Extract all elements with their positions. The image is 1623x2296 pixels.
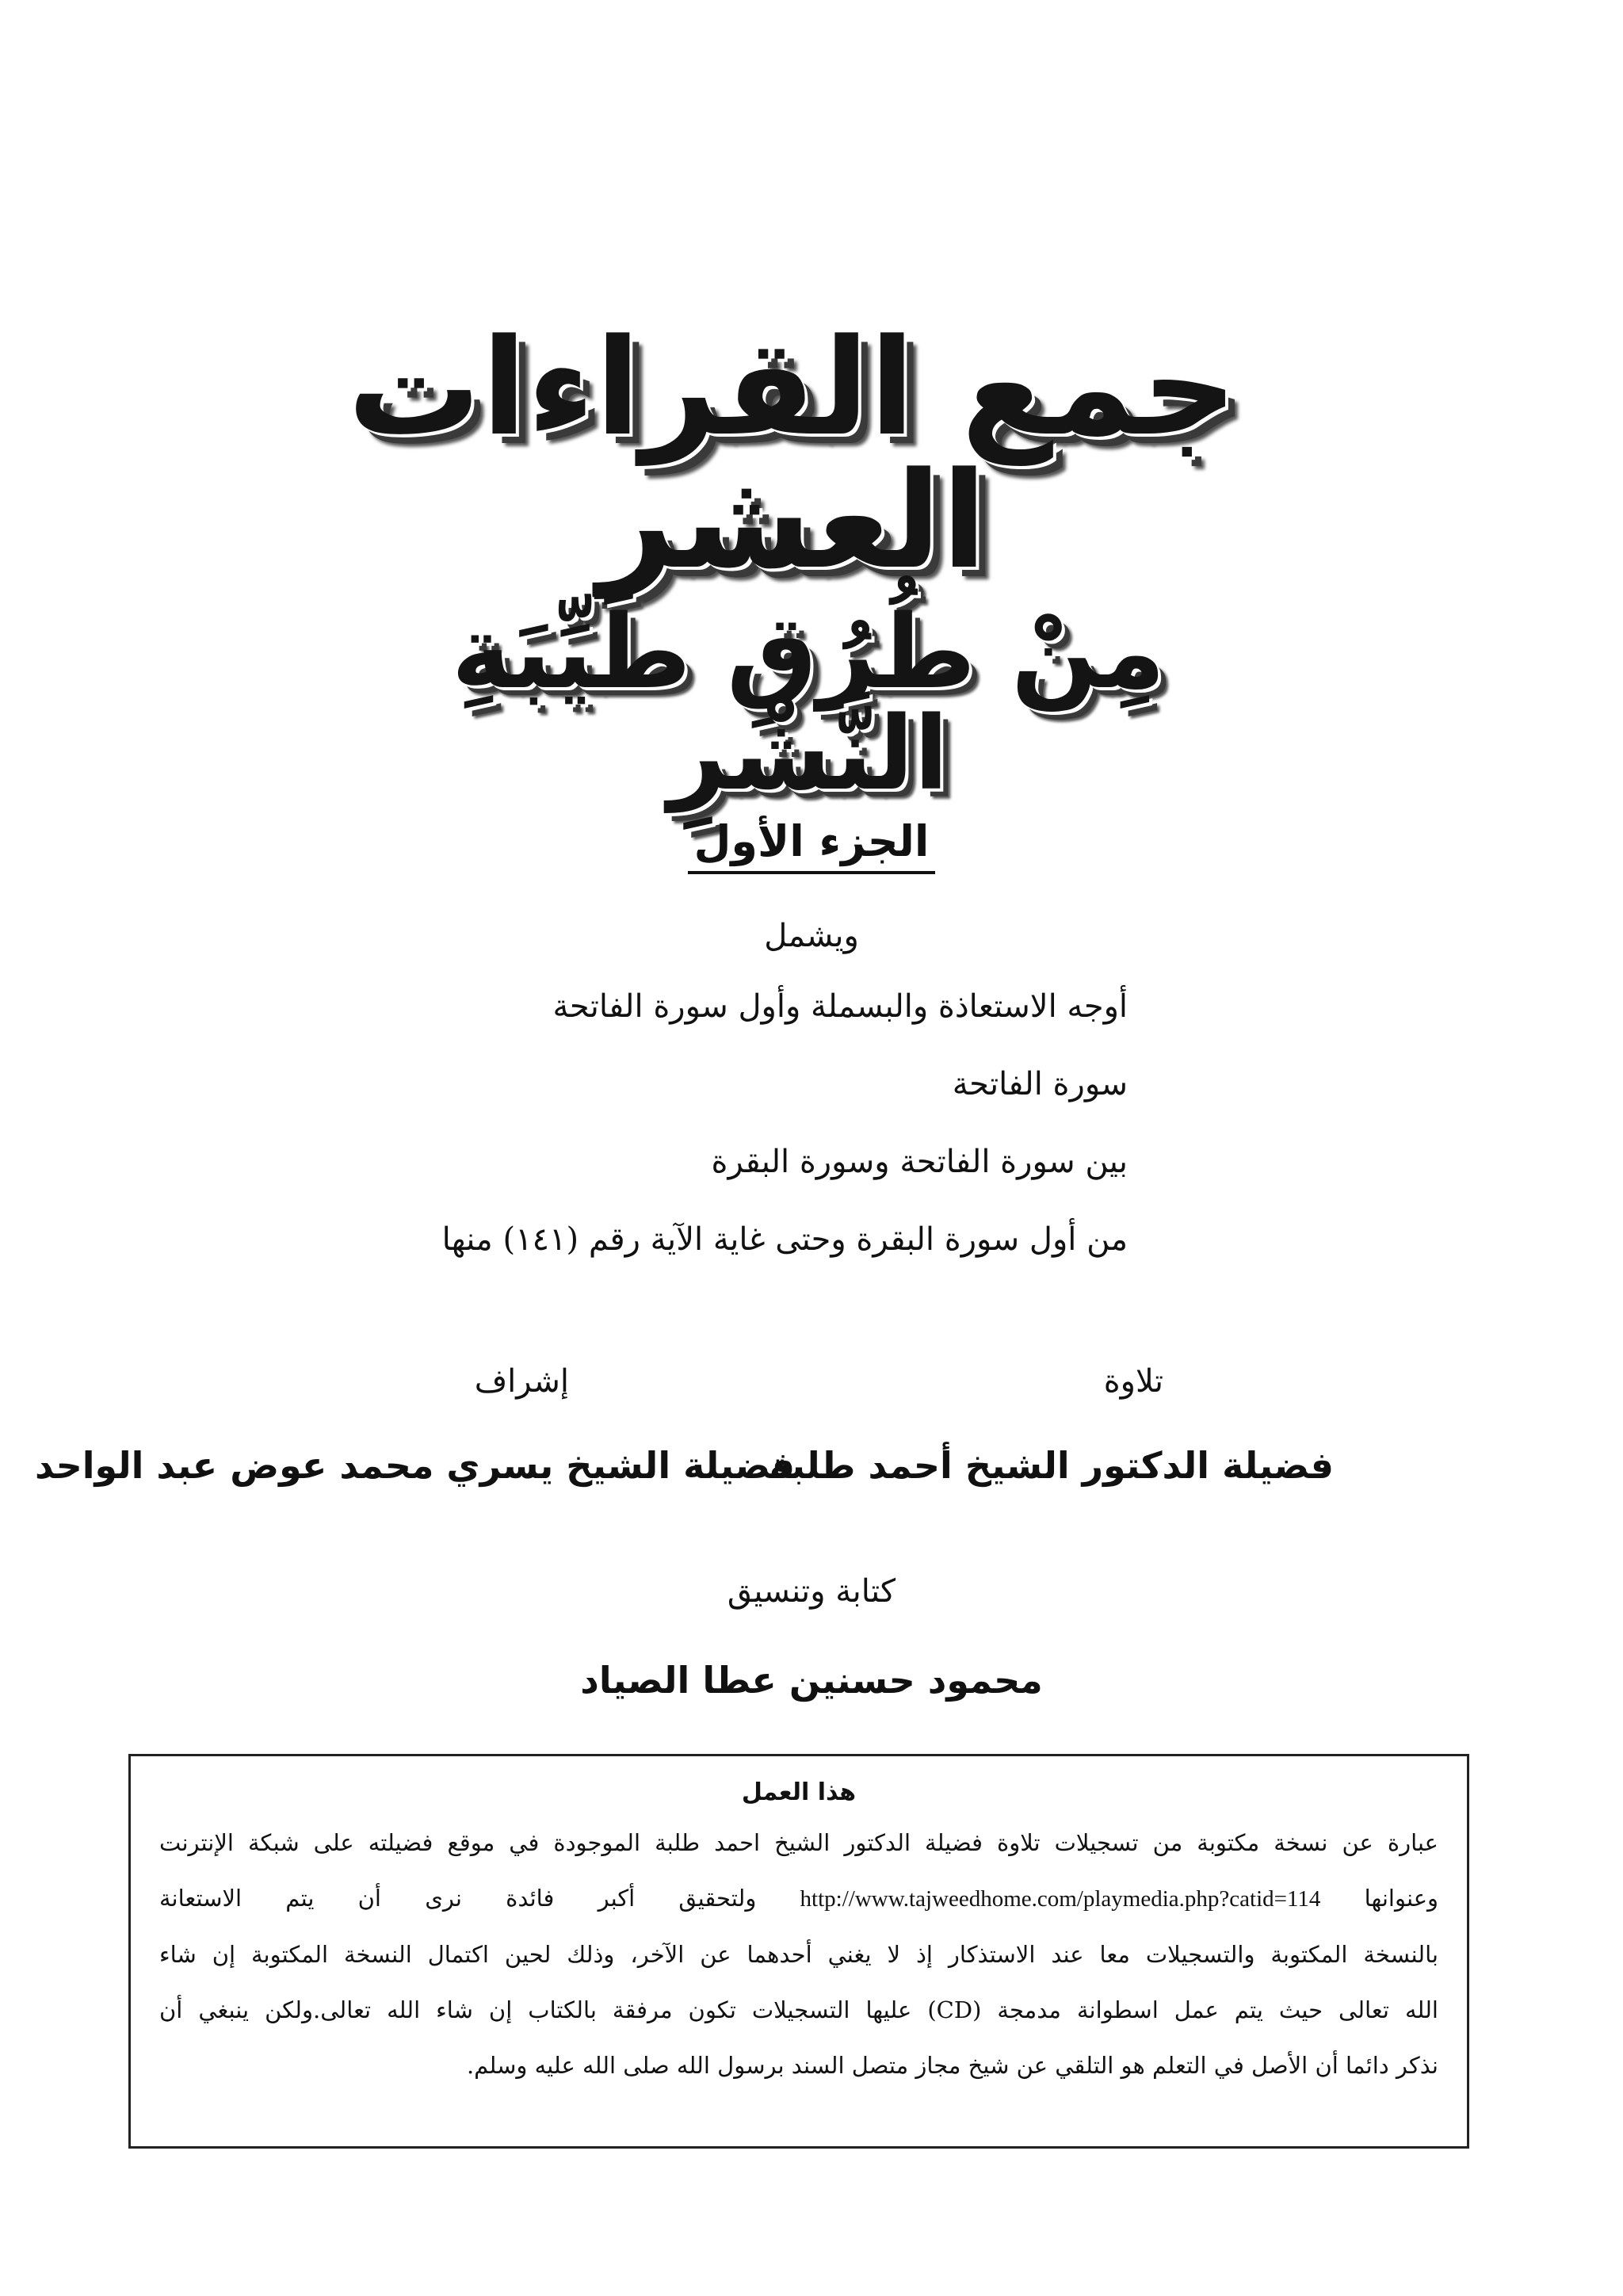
note-title: هذا العمل: [741, 1778, 857, 1806]
note-line: الله تعالى حيث يتم عمل اسطوانة مدمجة (CD) عليها التسجيلات تكون مرفقة بالكتاب إن شاء الله تعالى.ولكن ينبغي أن: [159, 1996, 1438, 2023]
contents-item: بين سورة الفاتحة وسورة البقرة: [711, 1144, 1128, 1180]
note-line: [159, 1870, 1438, 1927]
part-title-text: الجزء الأول: [688, 816, 936, 874]
contents-list: [414, 983, 1128, 1293]
contents-item: سورة الفاتحة: [952, 1066, 1128, 1102]
note-text: ولتحقيق أكبر فائدة نرى أن يتم الاستعانة: [159, 1885, 757, 1912]
supervision-label: إشراف: [474, 1363, 569, 1400]
writing-label: كتابة وتنسيق: [727, 1573, 896, 1610]
book-title: جمع القراءات العشر: [347, 310, 1238, 598]
writer-name: محمود حسنين عطا الصياد: [580, 1659, 1043, 1702]
contents-label: ويشمل: [764, 918, 859, 954]
note-box: [128, 1754, 1469, 2149]
part-title: [653, 816, 970, 874]
contents-item: من أول سورة البقرة وحتى غاية الآية رقم (١٤١) منها: [441, 1221, 1128, 1258]
recitation-label: تلاوة: [1103, 1363, 1163, 1400]
note-line: نذكر دائما أن الأصل في التعلم هو التلقي عن شيخ مجاز متصل السند برسول الله صلى الله عليه وسلم.: [466, 2052, 1438, 2079]
note-line: بالنسخة المكتوبة والتسجيلات معا عند الاستذكار إذ لا يغني أحدهما عن الآخر، وذلك لحين اكتمال النسخة المكتوبة إن شاء: [159, 1941, 1438, 1968]
note-text: وعنوانها: [1364, 1885, 1439, 1912]
supervisor-name: فضيلة الشيخ يسري محمد عوض عبد الواحد: [35, 1444, 795, 1487]
website-url: http://www.tajweedhome.com/playmedia.php?catid=114: [800, 1886, 1321, 1912]
book-subtitle: مِنْ طُرُقِ طَيِّبَةِ النَّشْرِ: [451, 594, 1166, 813]
note-line: عبارة عن نسخة مكتوبة من تسجيلات تلاوة فضيلة الدكتور الشيخ احمد طلبة الموجودة في موقع فضيلته على شبكة الإنترنت: [159, 1829, 1438, 1856]
reciter-name: فضيلة الدكتور الشيخ أحمد طلبة: [769, 1444, 1334, 1487]
contents-item: أوجه الاستعاذة والبسملة وأول سورة الفاتحة: [552, 988, 1128, 1025]
